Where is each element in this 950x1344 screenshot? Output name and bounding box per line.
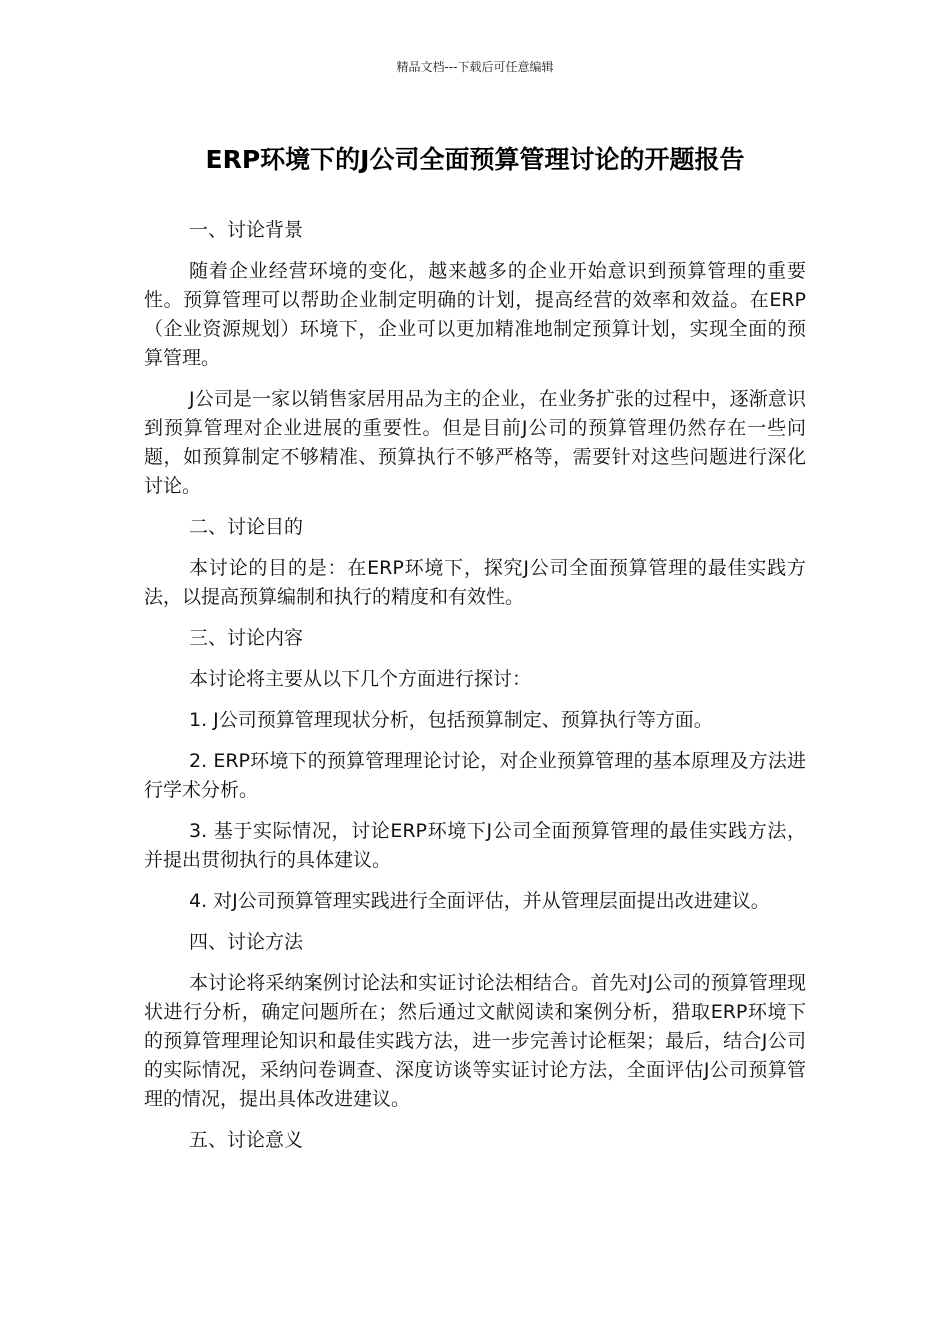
paragraph-background-1: 随着企业经营环境的变化，越来越多的企业开始意识到预算管理的重要性。预算管理可以帮助企业制定明确的计划，提高经营的效率和效益。在ERP（企业资源规划）环境下，企业可以更加精准地制定预算计划，实现全面的预算管理。 [144,260,806,369]
list-item-content-2: 2. ERP环境下的预算管理理论讨论，对企业预算管理的基本原理及方法进行学术分析。 [144,750,806,801]
paragraph-method: 本讨论将采纳案例讨论法和实证讨论法相结合。首先对J公司的预算管理现状进行分析，确定问题所在；然后通过文献阅读和案例分析，猎取ERP环境下的预算管理理论知识和最佳实践方法，进一步完善讨论框架；最后，结合J公司的实际情况，采纳问卷调查、深度访谈等实证讨论方法，全面评估J公司预算管理的情况，提出具体改进建议。 [144,972,806,1110]
paragraph-purpose: 本讨论的目的是：在ERP环境下，探究J公司全面预算管理的最佳实践方法，以提高预算编制和执行的精度和有效性。 [144,557,806,608]
paragraph-content-intro: 本讨论将主要从以下几个方面进行探讨： [189,668,532,690]
document-body [144,216,806,1167]
section-heading-background: 一、讨论背景 [189,219,304,241]
section-heading-significance: 五、讨论意义 [189,1129,304,1151]
paragraph-background-2: J公司是一家以销售家居用品为主的企业，在业务扩张的过程中，逐渐意识到预算管理对企业进展的重要性。但是目前J公司的预算管理仍然存在一些问题，如预算制定不够精准、预算执行不够严格等，需要针对这些问题进行深化讨论。 [144,388,806,497]
section-heading-purpose: 二、讨论目的 [189,516,304,538]
section-heading-content: 三、讨论内容 [189,627,304,649]
page-header-note: 精品文档---下载后可任意编辑 [396,60,554,74]
list-item-content-3: 3. 基于实际情况，讨论ERP环境下J公司全面预算管理的最佳实践方法，并提出贯彻执行的具体建议。 [144,820,806,871]
list-item-content-1: 1. J公司预算管理现状分析，包括预算制定、预算执行等方面。 [189,709,713,731]
document-title: ERP环境下的J公司全面预算管理讨论的开题报告 [205,145,745,174]
section-heading-method: 四、讨论方法 [189,931,304,953]
list-item-content-4: 4. 对J公司预算管理实践进行全面评估，并从管理层面提出改进建议。 [189,890,770,912]
